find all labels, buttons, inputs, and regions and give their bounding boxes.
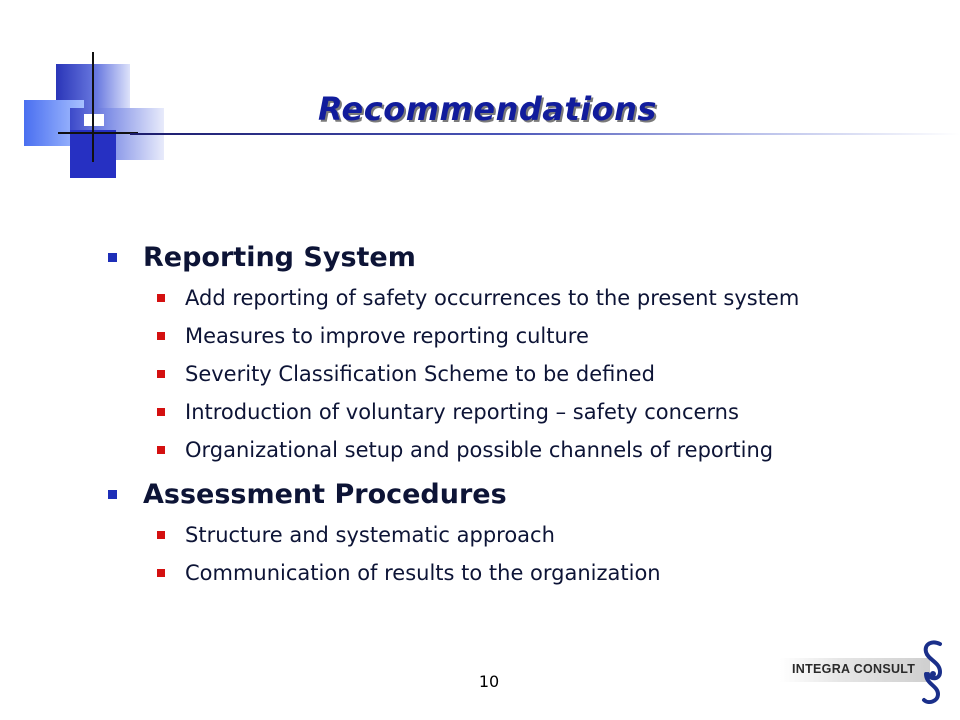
list-item (157, 554, 661, 592)
title-underline (130, 133, 960, 135)
list-item-text: Communication of results to the organization (185, 561, 661, 585)
bullet-list (157, 516, 661, 592)
section-heading-text: Assessment Procedures (143, 478, 507, 510)
list-item (157, 355, 799, 393)
decorative-square (84, 114, 104, 126)
square-bullet-icon (157, 408, 165, 416)
section-heading-text: Reporting System (143, 241, 416, 273)
section-reporting-system (108, 240, 799, 469)
logo-text: INTEGRA CONSULT (792, 662, 916, 676)
section-heading (108, 240, 799, 274)
list-item-text: Severity Classification Scheme to be defined (185, 362, 655, 386)
list-item (157, 279, 799, 317)
list-item (157, 516, 661, 554)
square-bullet-icon (157, 370, 165, 378)
list-item-text: Add reporting of safety occurrences to the present system (185, 286, 800, 310)
page-number: 10 (478, 672, 500, 691)
square-bullet-icon (157, 446, 165, 454)
list-item-text: Organizational setup and possible channels of reporting (185, 438, 774, 462)
square-bullet-icon (108, 490, 117, 499)
list-item-text: Structure and systematic approach (185, 523, 555, 547)
decorative-vertical-line (92, 52, 94, 162)
list-item (157, 317, 799, 355)
section-assessment-procedures (108, 477, 661, 592)
section-sign-icon (918, 638, 948, 708)
bullet-list (157, 279, 799, 469)
square-bullet-icon (157, 531, 165, 539)
list-item (157, 431, 799, 469)
decorative-horizontal-line (58, 132, 138, 134)
square-bullet-icon (157, 332, 165, 340)
square-bullet-icon (108, 253, 117, 262)
square-bullet-icon (157, 294, 165, 302)
square-bullet-icon (157, 569, 165, 577)
list-item-text: Introduction of voluntary reporting – safety concerns (185, 400, 739, 424)
company-logo (780, 638, 950, 708)
list-item (157, 393, 799, 431)
section-heading (108, 477, 661, 511)
list-item-text: Measures to improve reporting culture (185, 324, 589, 348)
slide-title: Recommendations (318, 90, 657, 128)
